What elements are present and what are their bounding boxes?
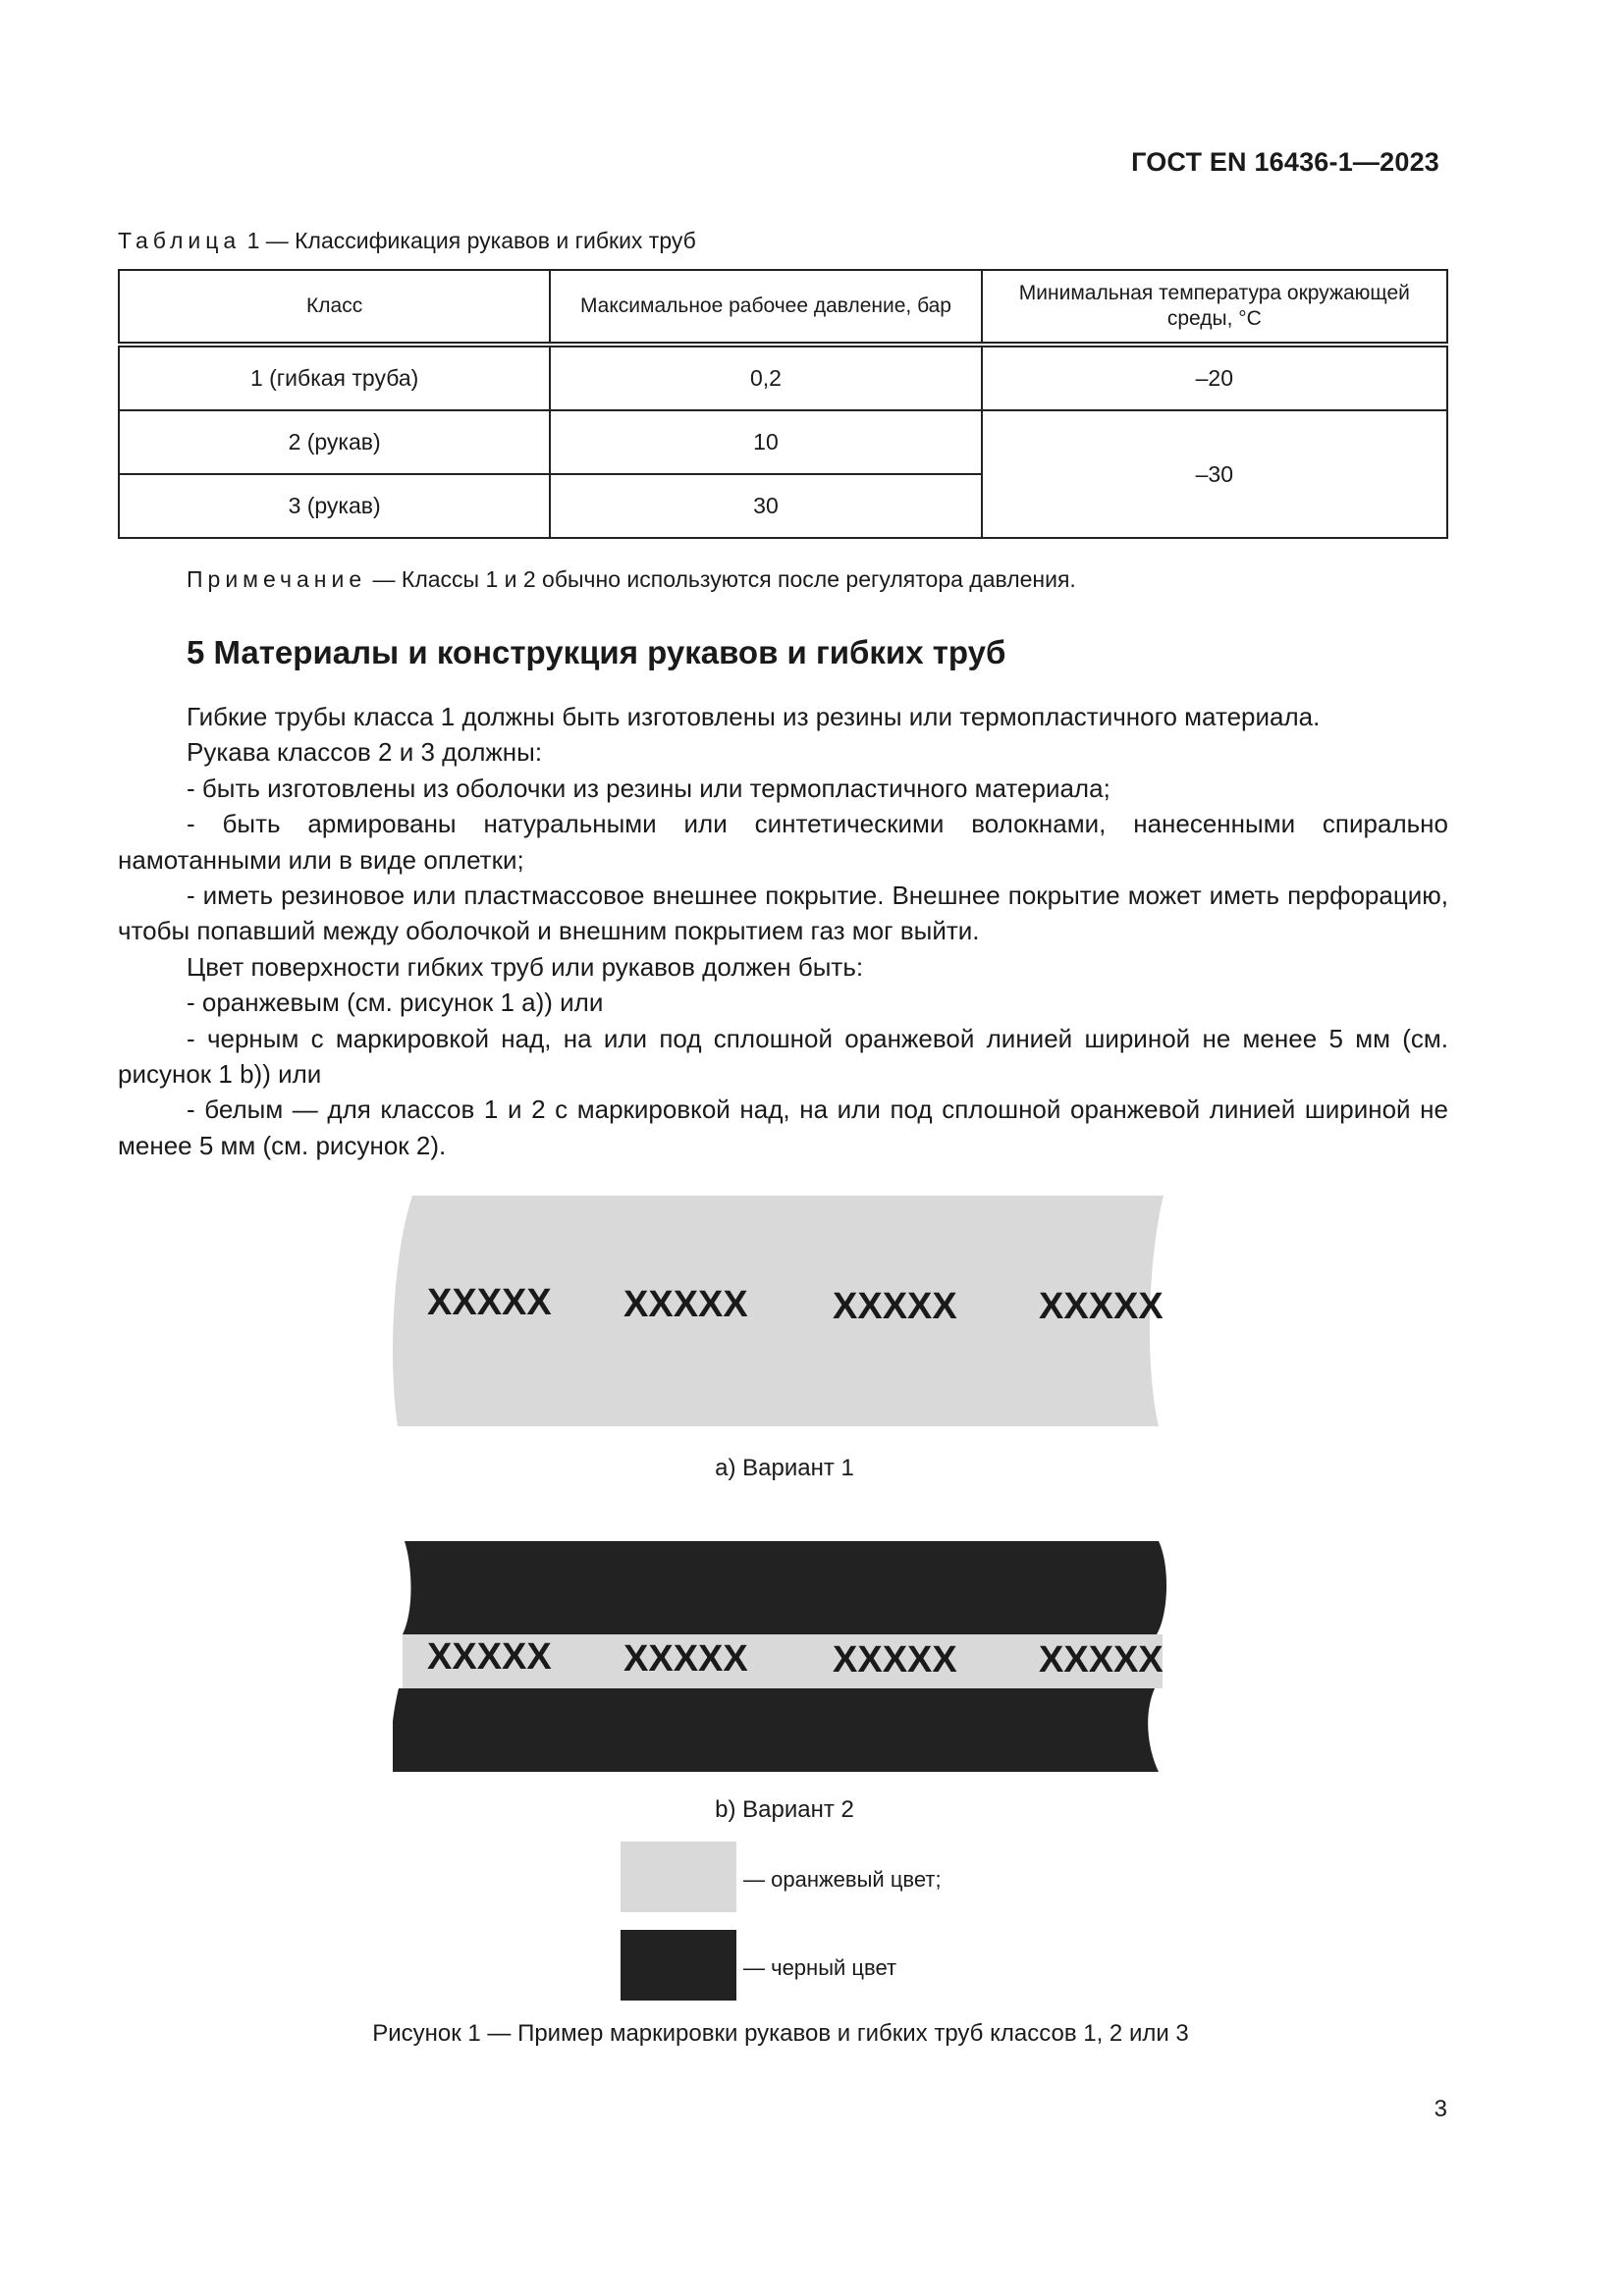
body-text <box>118 699 1448 1163</box>
note-label: Примечание <box>187 566 367 592</box>
table-caption <box>118 228 696 254</box>
cell-class: 2 (рукав) <box>119 410 550 474</box>
marking-text: XXXXX <box>1039 1286 1164 1327</box>
cell-pressure: 10 <box>550 410 981 474</box>
paragraph: - оранжевым (см. рисунок 1 а)) или <box>187 988 604 1018</box>
figure-variant-2 <box>393 1541 1168 1772</box>
marking-text: XXXXX <box>427 1282 552 1323</box>
legend-swatch-black <box>621 1930 736 2001</box>
table-note <box>187 566 1076 593</box>
cell-class: 3 (рукав) <box>119 474 550 538</box>
table-caption-label: Таблица <box>118 228 242 253</box>
table-row <box>119 345 1447 410</box>
paragraph: Рукава классов 2 и 3 должны: <box>187 737 543 768</box>
paragraph: Гибкие трубы класса 1 должны быть изготовлены из резины или термопластичного материала. <box>187 702 1321 731</box>
marking-text: XXXXX <box>833 1639 957 1681</box>
figure-caption: Рисунок 1 — Пример маркировки рукавов и гибких труб классов 1, 2 или 3 <box>372 2020 1189 2047</box>
section-title: 5 Материалы и конструкция рукавов и гибких труб <box>187 634 1006 670</box>
table-header-row <box>119 270 1447 345</box>
paragraph: - черным с маркировкой над, на или под сплошной оранжевой линией шириной не менее 5 мм (см. рисунок 1 b)) или <box>118 1023 1448 1090</box>
cell-pressure: 0,2 <box>550 345 981 410</box>
classification-table <box>118 269 1448 539</box>
marking-text: XXXXX <box>1039 1639 1164 1681</box>
variant-2-caption: b) Вариант 2 <box>715 1796 854 1823</box>
marking-text: XXXXX <box>427 1636 552 1678</box>
cell-temperature: –30 <box>982 410 1447 538</box>
header-pressure: Максимальное рабочее давление, бар <box>550 270 981 345</box>
legend-swatch-orange <box>621 1842 736 1912</box>
paragraph: - белым — для классов 1 и 2 с маркировкой над, на или под сплошной оранжевой линией шириной не менее 5 мм (см. рисунок 2). <box>118 1095 1448 1160</box>
cell-pressure: 30 <box>550 474 981 538</box>
header-temperature: Минимальная температура окружающей среды, °С <box>982 270 1447 345</box>
table-caption-text: 1 — Классификация рукавов и гибких труб <box>246 228 696 253</box>
legend-label-black: — черный цвет <box>743 1955 897 1980</box>
document-id: ГОСТ EN 16436-1—2023 <box>1131 147 1439 177</box>
legend-label-orange: — оранжевый цвет; <box>743 1867 942 1892</box>
header-class: Класс <box>119 270 550 345</box>
note-text: — Классы 1 и 2 обычно используются после регулятора давления. <box>372 566 1076 592</box>
paragraph: Цвет поверхности гибких труб или рукавов должен быть: <box>187 951 864 982</box>
paragraph: - быть армированы натуральными или синтетическими волокнами, нанесенными спирально намотанными или в виде оплетки; <box>118 809 1448 875</box>
marking-text: XXXXX <box>623 1638 748 1680</box>
cell-temperature: –20 <box>982 345 1447 410</box>
marking-text: XXXXX <box>623 1284 748 1325</box>
paragraph: - иметь резиновое или пластмассовое внешнее покрытие. Внешнее покрытие может иметь перфорацию, чтобы попавший между оболочкой и внешним покрытием газ мог выйти. <box>118 881 1448 946</box>
figure-variant-1 <box>393 1196 1168 1426</box>
marking-text: XXXXX <box>833 1286 957 1327</box>
page-number: 3 <box>1434 2096 1447 2122</box>
variant-1-caption: a) Вариант 1 <box>715 1455 854 1481</box>
paragraph: - быть изготовлены из оболочки из резины или термопластичного материала; <box>187 773 1110 803</box>
cell-class: 1 (гибкая труба) <box>119 345 550 410</box>
table-row <box>119 410 1447 474</box>
